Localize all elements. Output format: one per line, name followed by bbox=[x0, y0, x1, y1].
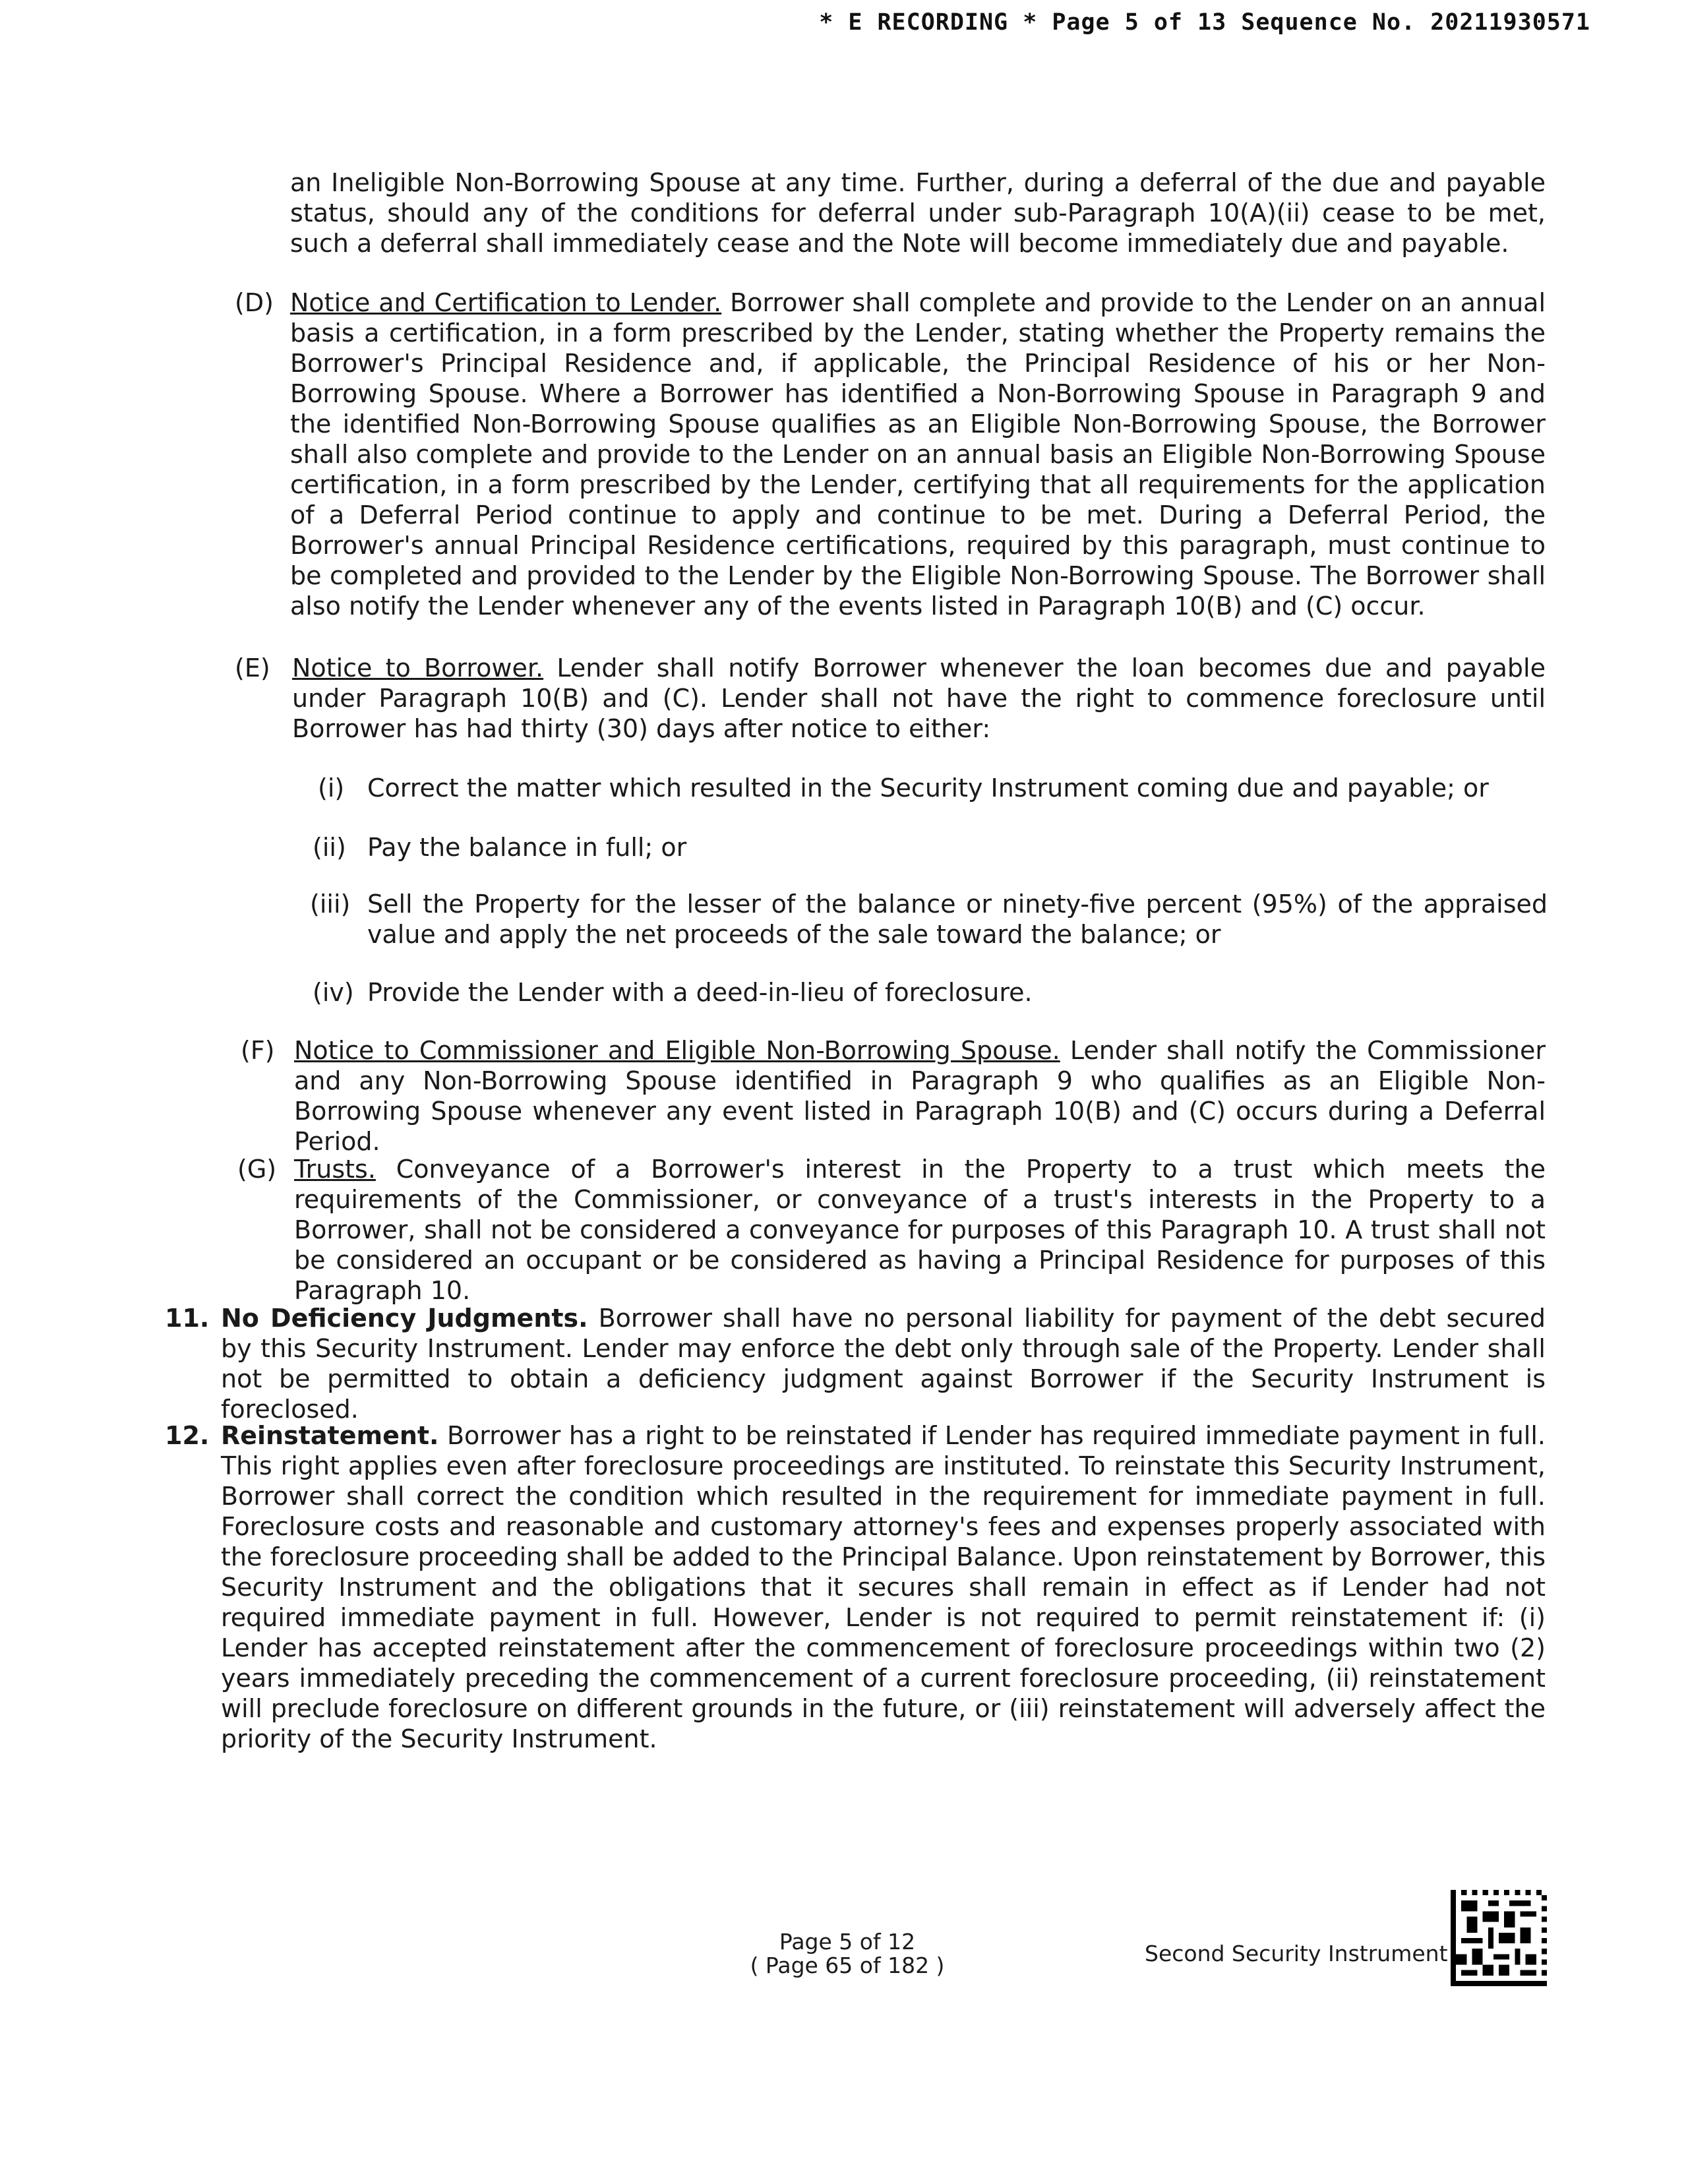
item-iii-text: Sell the Property for the lesser of the balance or ninety-five percent (95%) of the appraised value and apply the net proceeds of the sale toward the balance; or bbox=[367, 890, 1548, 949]
section-d-title: Notice and Certification to Lender. bbox=[290, 288, 722, 317]
section-e-title: Notice to Borrower. bbox=[292, 653, 544, 682]
section-f-label: (F) bbox=[241, 1036, 275, 1065]
section-12-number: 12. bbox=[165, 1421, 210, 1450]
section-12-paragraph bbox=[221, 1420, 1546, 1754]
section-g-label: (G) bbox=[237, 1155, 277, 1184]
recording-header: * E RECORDING * Page 5 of 13 Sequence No. 20211930571 bbox=[819, 9, 1590, 36]
section-11-paragraph bbox=[221, 1303, 1546, 1424]
section-f-text: Lender shall notify the Commissioner and any Non-Borrowing Spouse identified in Paragraph 9 who qualifies as an Eligible Non- Borrowing Spouse whenever any event listed in Paragraph 10(B) and (C) occurs during a Deferral Period. bbox=[294, 1036, 1546, 1156]
footer-page-number: Page 5 of 12 bbox=[779, 1929, 916, 1955]
section-d-label: (D) bbox=[235, 288, 274, 317]
section-f-paragraph bbox=[294, 1035, 1546, 1157]
section-f-title: Notice to Commissioner and Eligible Non-Borrowing Spouse. bbox=[294, 1036, 1060, 1065]
section-g-paragraph bbox=[294, 1154, 1546, 1306]
section-12-title: Reinstatement. bbox=[221, 1421, 439, 1450]
item-i-label: (i) bbox=[318, 774, 345, 803]
intro-paragraph: an Ineligible Non-Borrowing Spouse at any time. Further, during a deferral of the due and payable status, should any of the conditions for deferral under sub-Paragraph 10(A)(ii) cease to be met, such a deferral shall immediately cease and the Note will become immediately due and payable. bbox=[290, 168, 1546, 258]
section-e-paragraph bbox=[292, 653, 1546, 744]
section-d-text: Borrower shall complete and provide to the Lender on an annual basis a certification, in a form prescribed by the Lender, stating whether the Property remains the Borrower's Principal Residence and, if applicable, the Principal Residence of his or her Non-Borrowing Spouse. Where a Borrower has identified a Non-Borrowing Spouse in Paragraph 9 and the identified Non-Borrowing Spouse qualifies as an Eligible Non-Borrowing Spouse, the Borrower shall also complete and provide to the Lender on an annual basis an Eligible Non-Borrowing Spouse certification, in a form prescribed by the Lender, certifying that all requirements for the application of a Deferral Period continue to apply and continue to be met. During a Deferral Period, the Borrower's annual Principal Residence certifications, required by this paragraph, must continue to be completed and provided to the Lender by the Eligible Non-Borrowing Spouse. The Borrower shall also notify the Lender whenever any of the events listed in Paragraph 10(B) and (C) occur. bbox=[290, 288, 1546, 621]
section-e-text: Lender shall notify Borrower whenever the loan becomes due and payable under Paragraph 10(B) and (C). Lender shall not have the right to commence foreclosure until Borrower has had thirty (30) days after notice to either: bbox=[292, 653, 1546, 743]
section-11-title: No Deficiency Judgments. bbox=[221, 1304, 588, 1333]
section-g-text: Conveyance of a Borrower's interest in the Property to a trust which meets the requirements of the Commissioner, or conveyance of a trust's interests in the Property to a Borrower, shall not be considered a conveyance for purposes of this Paragraph 10. A trust shall not be considered an occupant or be considered as having a Principal Residence for purposes of this Paragraph 10. bbox=[294, 1155, 1546, 1305]
section-e-label: (E) bbox=[235, 653, 270, 682]
item-ii-label: (ii) bbox=[313, 833, 346, 862]
section-12-text: Borrower has a right to be reinstated if Lender has required immediate payment in full. This right applies even after foreclosure proceedings are instituted. To reinstate this Security Instrument, Borrower shall correct the condition which resulted in the requirement for immediate payment in full. Foreclosure costs and reasonable and customary attorney's fees and expenses properly associated with the foreclosure proceeding shall be added to the Principal Balance. Upon reinstatement by Borrower, this Security Instrument and the obligations that it secures shall remain in effect as if Lender had not required immediate payment in full. However, Lender is not required to permit reinstatement if: (i) Lender has accepted reinstatement after the commencement of foreclosure proceedings within two (2) years immediately preceding the commencement of a current foreclosure proceeding, (ii) reinstatement will preclude foreclosure on different grounds in the future, or (iii) reinstatement will adversely affect the priority of the Security Instrument. bbox=[221, 1421, 1546, 1753]
item-i-text: Correct the matter which resulted in the Security Instrument coming due and payable; or bbox=[367, 774, 1489, 803]
footer-page-of-total: ( Page 65 of 182 ) bbox=[750, 1953, 945, 1978]
section-d-paragraph bbox=[290, 288, 1546, 621]
item-iv-text: Provide the Lender with a deed-in-lieu of foreclosure. bbox=[367, 978, 1033, 1007]
section-11-number: 11. bbox=[165, 1304, 210, 1333]
item-iii-label: (iii) bbox=[310, 890, 351, 919]
item-iv-label: (iv) bbox=[313, 978, 354, 1007]
section-g-title: Trusts. bbox=[294, 1155, 376, 1184]
item-ii-text: Pay the balance in full; or bbox=[367, 833, 687, 862]
footer-document-name: Second Security Instrument bbox=[1145, 1941, 1448, 1966]
section-11-text: Borrower shall have no personal liability for payment of the debt secured by this Security Instrument. Lender may enforce the debt only through sale of the Property. Lender shall not be permitted to obtain a deficiency judgment against Borrower if the Security Instrument is foreclosed. bbox=[221, 1304, 1546, 1424]
datamatrix-barcode bbox=[1451, 1890, 1547, 1986]
